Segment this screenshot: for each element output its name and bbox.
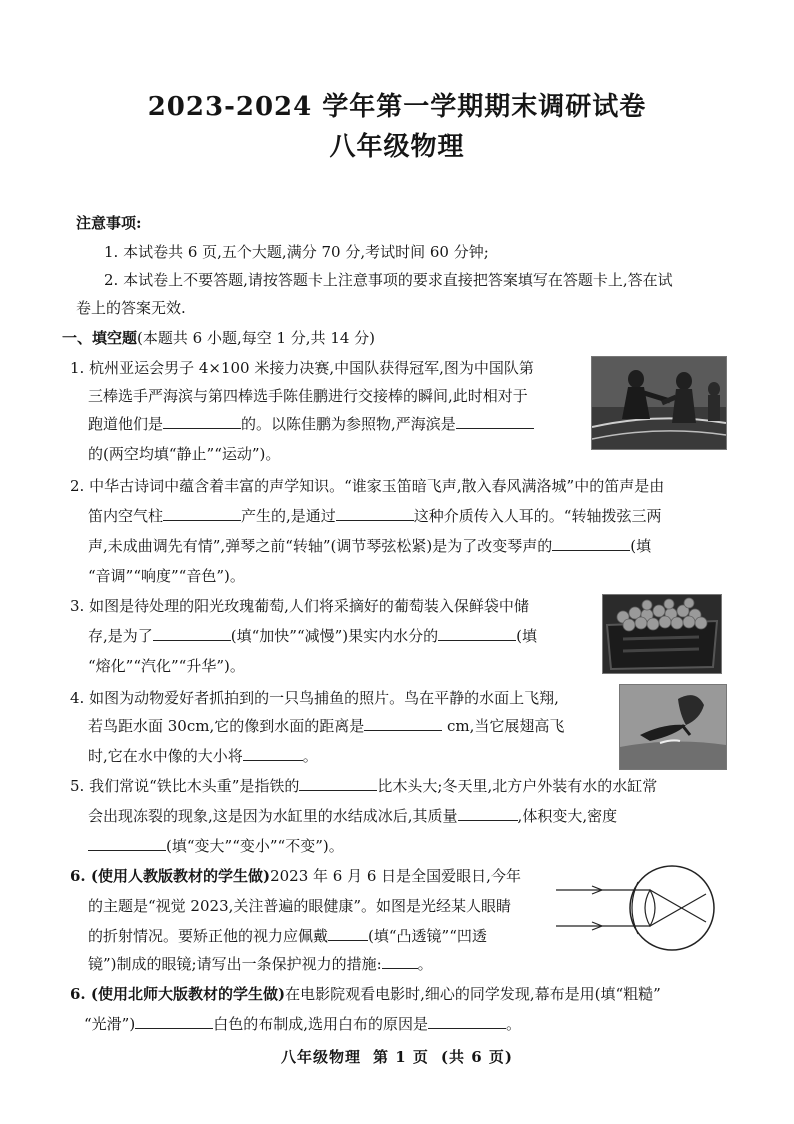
q3-line2-b: (填“加快”“减慢”)果实内水分的	[230, 627, 439, 645]
q3-line1: 3. 如图是待处理的阳光玫瑰葡萄,人们将采摘好的葡萄装入保鲜袋中储	[70, 597, 529, 615]
lens-shape	[645, 890, 655, 926]
grapes-photo	[602, 594, 722, 674]
q3-line2-a: 存,是为了	[88, 627, 153, 645]
answer-blank	[299, 776, 377, 791]
q5-line1-b: 比木头大;冬天里,北方户外装有水的水缸常	[377, 777, 658, 795]
q2-line2-c: 这种介质传入人耳的。“转轴拨弦三两	[413, 507, 662, 525]
exam-title: 2023-2024 学年第一学期期末调研试卷	[147, 92, 647, 122]
section-heading-rest: (本题共 6 小题,每空 1 分,共 14 分)	[137, 329, 376, 347]
q3-line2-c: (填	[516, 627, 538, 645]
answer-blank	[458, 806, 518, 821]
q6b-line1-rest: 在电影院观看电影时,细心的同学发现,幕布是用(填“粗糙”	[285, 985, 661, 1003]
q3-line3: “熔化”“汽化”“升华”)。	[88, 657, 245, 675]
q5-line3	[88, 836, 344, 856]
q1-line2: 三棒选手严海滨与第四棒选手陈佳鹏进行交接棒的瞬间,此时相对于	[88, 387, 528, 405]
answer-blank	[163, 506, 241, 521]
q4-line1: 4. 如图为动物爱好者抓拍到的一只鸟捕鱼的照片。鸟在平静的水面上飞翔,	[70, 689, 559, 707]
answer-blank	[364, 716, 442, 731]
q5-line1	[70, 776, 657, 796]
q6b-line2-c: 。	[505, 1015, 521, 1033]
answer-blank	[135, 1014, 213, 1029]
answer-blank	[428, 1014, 506, 1029]
answer-blank	[382, 954, 418, 969]
q6a-line3-b: (填“凸透镜”“凹透	[368, 927, 487, 945]
answer-blank	[163, 414, 241, 429]
bird-over-water-photo	[619, 684, 727, 770]
q2-line1: 2. 中华古诗词中蕴含着丰富的声学知识。“谁家玉笛暗飞声,散入春风满洛城”中的笛声是由	[70, 477, 665, 495]
q5-line2-b: ,体积变大,密度	[517, 807, 618, 825]
q4-line2	[88, 716, 564, 736]
q5-line3-text: (填“变大”“变小”“不变”)。	[166, 837, 344, 855]
q2-line3-b: (填	[630, 537, 652, 555]
q6a-line3	[88, 926, 487, 946]
q6b-edition-label: 6. (使用北师大版教材的学生做)	[70, 985, 286, 1003]
q5-line1-a: 5. 我们常说“铁比木头重”是指铁的	[70, 777, 300, 795]
q6b-line2-a: “光滑”)	[84, 1015, 136, 1033]
q6a-line4	[88, 954, 433, 974]
answer-blank	[328, 926, 368, 941]
q4-line3-a: 时,它在水中像的大小将	[88, 747, 243, 765]
q1-line3-b: 的。以陈佳鹏为参照物,严海滨是	[241, 415, 456, 433]
q2-line4: “音调”“响度”“音色”)。	[88, 567, 245, 585]
footer-page-total: (共 6 页)	[440, 1048, 513, 1066]
section-heading	[62, 328, 375, 348]
q1-line3-a: 跑道他们是	[88, 415, 164, 433]
q6b-line2-b: 白色的布制成,选用白布的原因是	[213, 1015, 428, 1033]
q4-line3-b: 。	[302, 747, 318, 765]
q6a-line1	[70, 866, 521, 886]
q6b-line2	[84, 1014, 521, 1034]
notice-item-1: 1. 本试卷共 6 页,五个大题,满分 70 分,考试时间 60 分钟;	[104, 243, 489, 261]
q5-line2-a: 会出现冻裂的现象,这是因为水缸里的水结成冰后,其质量	[88, 807, 458, 825]
q4-line2-a: 若鸟距水面 30cm,它的像到水面的距离是	[88, 717, 365, 735]
answer-blank	[456, 414, 534, 429]
exam-subtitle: 八年级物理	[329, 132, 465, 162]
q6a-line2: 的主题是“视觉 2023,关注普遍的眼健康”。如图是光经某人眼睛	[88, 897, 512, 915]
footer-subject: 八年级物理	[281, 1048, 362, 1066]
notice-heading: 注意事项:	[76, 214, 142, 232]
q1-line4: 的(两空均填“静止”“运动”)。	[88, 445, 281, 463]
answer-blank	[552, 536, 630, 551]
page-footer	[0, 1046, 794, 1067]
q2-line2	[88, 506, 661, 526]
q6a-line1-rest: 2023 年 6 月 6 日是全国爱眼日,今年	[270, 867, 521, 885]
q2-line3	[88, 536, 651, 556]
notice-item-2-line1: 2. 本试卷上不要答题,请按答题卡上注意事项的要求直接把答案填写在答题卡上,答在试	[104, 271, 673, 289]
answer-blank	[438, 626, 516, 641]
answer-blank	[243, 746, 303, 761]
q6a-edition-label: 6. (使用人教版教材的学生做)	[70, 867, 271, 885]
q2-line2-b: 产生的,是通过	[241, 507, 336, 525]
eye-refraction-diagram	[552, 860, 730, 956]
q4-line2-b: cm,当它展翅高飞	[447, 717, 565, 735]
q3-line2	[88, 626, 537, 646]
q4-line3	[88, 746, 318, 766]
q5-line2	[88, 806, 617, 826]
q6a-line3-a: 的折射情况。要矫正他的视力应佩戴	[88, 927, 329, 945]
relay-race-photo	[591, 356, 727, 450]
q6a-line4-a: 镜”)制成的眼镜;请写出一条保护视力的措施:	[88, 955, 382, 973]
q6a-line4-b: 。	[417, 955, 433, 973]
section-heading-bold: 一、填空题	[62, 329, 138, 347]
q6b-line1	[70, 984, 661, 1004]
q2-line2-a: 笛内空气柱	[88, 507, 164, 525]
q1-line1: 1. 杭州亚运会男子 4×100 米接力决赛,中国队获得冠军,图为中国队第	[70, 359, 534, 377]
q2-line3-a: 声,未成曲调先有情”,弹琴之前“转轴”(调节琴弦松紧)是为了改变琴声的	[88, 537, 553, 555]
answer-blank	[153, 626, 231, 641]
notice-item-2-line2: 卷上的答案无效.	[76, 299, 186, 317]
q1-line3	[88, 414, 534, 434]
eyeball-outline	[630, 866, 714, 950]
answer-blank	[88, 836, 166, 851]
answer-blank	[336, 506, 414, 521]
footer-page-number: 第 1 页	[373, 1048, 429, 1066]
